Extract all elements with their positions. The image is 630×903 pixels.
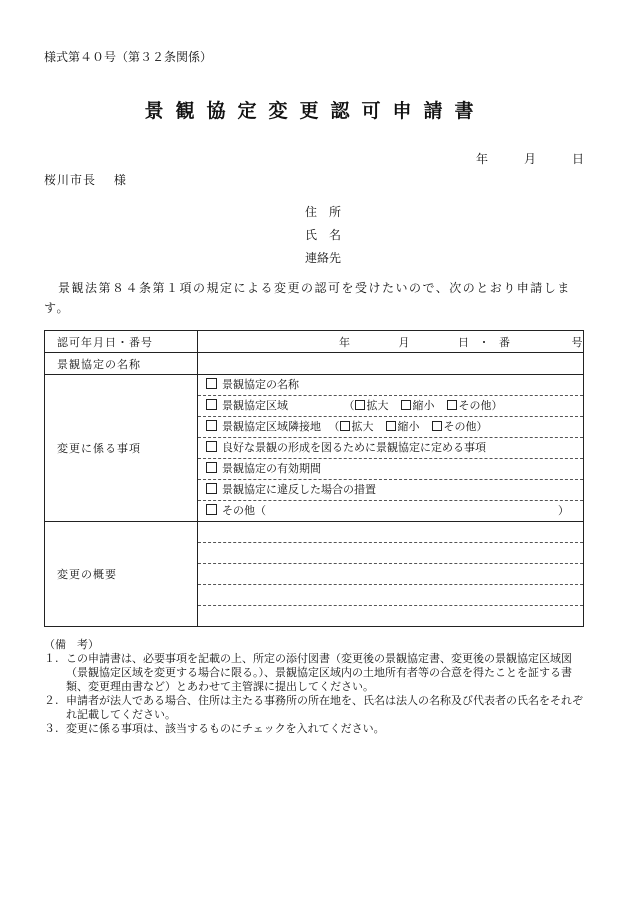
change-item-validity-period[interactable]: 景観協定の有効期間 xyxy=(198,458,583,479)
change-items-cell xyxy=(198,375,584,522)
other-close-paren: ） xyxy=(558,504,569,517)
summary-line xyxy=(198,542,583,563)
date-year: 年 xyxy=(476,152,489,166)
change-item-area[interactable]: 景観協定区域 （ 拡大 縮小 その他） xyxy=(198,395,583,416)
change-item-violation-measures[interactable]: 景観協定に違反した場合の措置 xyxy=(198,479,583,500)
note-item: ２. 申請者が法人である場合、住所は主たる事務所の所在地を、氏名は法人の名称及び代表者の氏名をそれぞれ記載してください。 xyxy=(44,694,583,721)
applicant-contact-label: 連絡先 xyxy=(305,251,342,265)
application-table xyxy=(44,330,584,627)
change-summary-label: 変更の概要 xyxy=(45,522,198,627)
summary-line xyxy=(198,584,583,605)
approval-date-number-label: 認可年月日・番号 xyxy=(45,331,198,353)
checkbox[interactable] xyxy=(206,378,217,389)
change-item-adjacent-land[interactable]: 景観協定区域隣接地 （ 拡大 縮小 その他） xyxy=(198,416,583,437)
summary-line xyxy=(198,605,583,626)
application-date xyxy=(476,150,584,167)
approval-day: 日 xyxy=(458,335,469,349)
checkbox[interactable] xyxy=(206,483,217,494)
other-checkbox[interactable] xyxy=(447,400,457,410)
notes-heading: （備 考） xyxy=(44,638,99,651)
change-items-label: 変更に係る事項 xyxy=(45,375,198,522)
approval-month: 月 xyxy=(398,335,410,349)
addressee: 桜川市長 様 xyxy=(44,173,127,187)
change-item-other[interactable]: その他（ ） xyxy=(198,500,583,521)
notes-section xyxy=(44,638,589,736)
approval-ban: 番 xyxy=(499,335,510,349)
note-item: ３. 変更に係る事項は、該当するものにチェックを入れてください。 xyxy=(44,722,385,735)
shrink-checkbox[interactable] xyxy=(401,400,411,410)
summary-line xyxy=(198,563,583,584)
approval-date-number-field[interactable] xyxy=(198,331,584,353)
form-number-label: 様式第４０号（第３２条関係） xyxy=(44,50,213,64)
approval-go: 号 xyxy=(571,335,583,349)
summary-line xyxy=(198,522,583,542)
table-row xyxy=(45,331,584,353)
note-text: 変更に係る事項は、該当するものにチェックを入れてください。 xyxy=(66,722,385,735)
note-text: 申請者が法人である場合、住所は主たる事務所の所在地を、氏名は法人の名称及び代表者の氏名をそれぞれ記載してください。 xyxy=(66,694,583,721)
applicant-name-label: 氏 名 xyxy=(305,228,342,242)
applicant-address-label: 住 所 xyxy=(305,205,342,219)
table-row xyxy=(45,522,584,627)
agreement-name-field[interactable] xyxy=(198,353,584,375)
approval-year: 年 xyxy=(339,335,350,349)
expand-checkbox[interactable] xyxy=(340,421,350,431)
document-title: 景観協定変更認可申請書 xyxy=(144,100,486,122)
shrink-checkbox[interactable] xyxy=(386,421,396,431)
checkbox[interactable] xyxy=(206,420,217,431)
intro-paragraph: 景観法第８４条第１項の規定による変更の認可を受けたいので、次のとおり申請します。 xyxy=(44,281,571,315)
note-text: この申請書は、必要事項を記載の上、所定の添付図書（変更後の景観協定書、変更後の景観協定区域図（景観協定区域を変更する場合に限る。）、景観協定区域内の土地所有者等の合意を得たことを証する書類、変更理由書など）とあわせて主管課に提出してください。 xyxy=(66,652,572,693)
checkbox[interactable] xyxy=(206,504,217,515)
expand-checkbox[interactable] xyxy=(355,400,365,410)
change-item-landscape-matters[interactable]: 良好な景観の形成を図るために景観協定に定める事項 xyxy=(198,437,583,458)
checkbox[interactable] xyxy=(206,462,217,473)
other-checkbox[interactable] xyxy=(432,421,442,431)
table-row xyxy=(45,353,584,375)
checkbox[interactable] xyxy=(206,441,217,452)
table-row xyxy=(45,375,584,522)
date-month: 月 xyxy=(524,152,537,166)
agreement-name-label: 景観協定の名称 xyxy=(45,353,198,375)
change-summary-field[interactable] xyxy=(198,522,584,627)
checkbox[interactable] xyxy=(206,399,217,410)
change-item-agreement-name[interactable]: 景観協定の名称 xyxy=(198,375,583,395)
approval-separator: ・ xyxy=(478,335,490,349)
adjacent-change-options: （ 拡大 縮小 その他） xyxy=(328,420,488,433)
date-day: 日 xyxy=(572,152,585,166)
area-change-options: （ 拡大 縮小 その他） xyxy=(343,399,503,412)
note-item: １. この申請書は、必要事項を記載の上、所定の添付図書（変更後の景観協定書、変更後の景観協定区域図（景観協定区域を変更する場合に限る。）、景観協定区域内の土地所有者等の合意を得たことを証する書類、変更理由書など）とあわせて主管課に提出してください。 xyxy=(44,652,572,693)
